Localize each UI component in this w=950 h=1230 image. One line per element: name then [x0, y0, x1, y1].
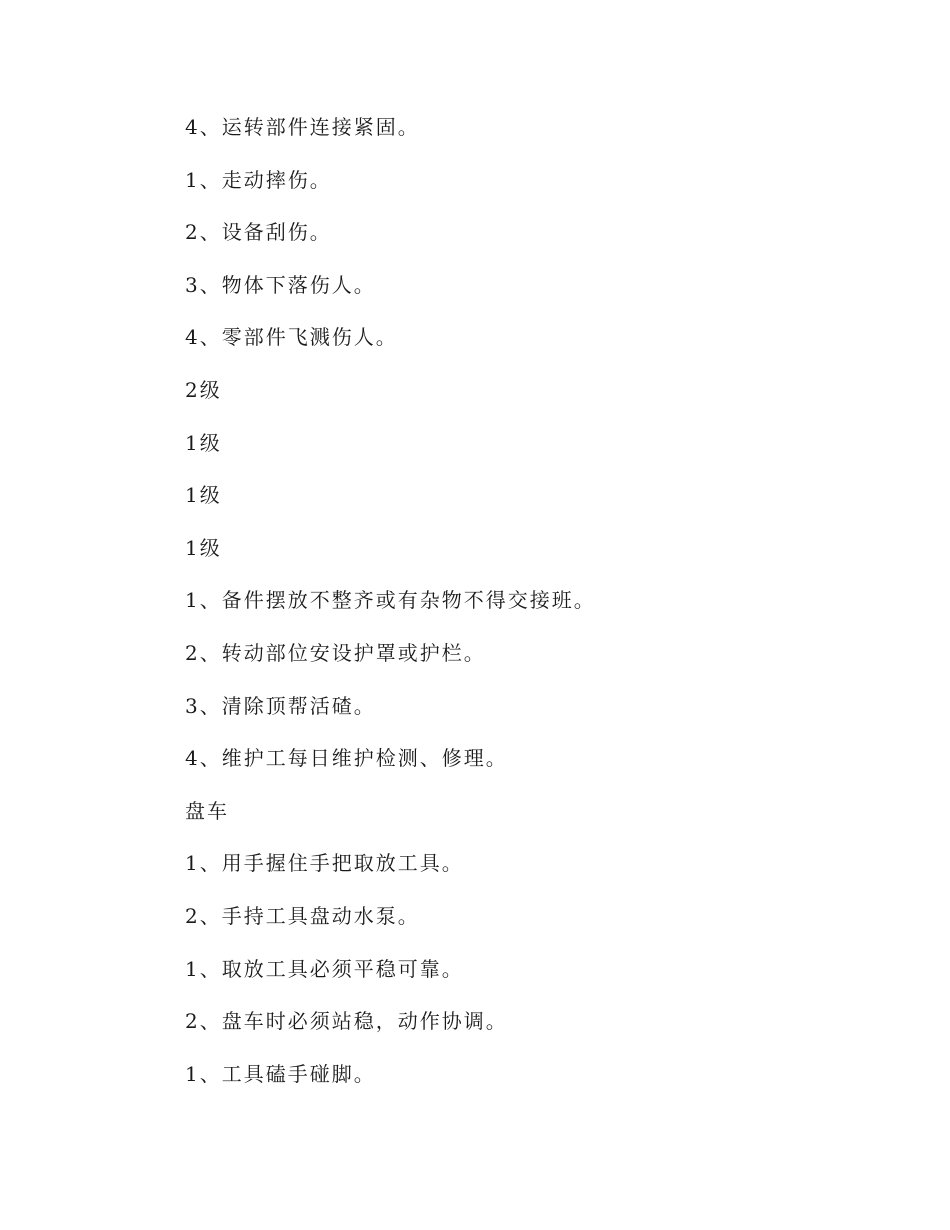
text-line: 1、走动摔伤。 — [185, 167, 332, 192]
text-line: 3、清除顶帮活碴。 — [185, 693, 376, 718]
document-body — [185, 110, 885, 1109]
text-line: 4、运转部件连接紧固。 — [185, 115, 420, 139]
text-line: 1、工具磕手碰脚。 — [185, 1061, 376, 1086]
text-line: 盘车 — [185, 798, 229, 823]
text-line: 1级 — [185, 430, 222, 455]
text-line: 4、维护工每日维护检测、修理。 — [185, 746, 508, 771]
text-line: 2、手持工具盘动水泵。 — [185, 903, 420, 928]
text-line: 1、备件摆放不整齐或有杂物不得交接班。 — [185, 588, 596, 613]
text-line: 1级 — [185, 535, 222, 560]
text-line: 2级 — [185, 377, 222, 402]
text-line: 2、转动部位安设护罩或护栏。 — [185, 640, 486, 665]
text-line: 1、用手握住手把取放工具。 — [185, 851, 464, 876]
text-line: 4、零部件飞溅伤人。 — [185, 325, 398, 350]
text-line: 2、盘车时必须站稳，动作协调。 — [185, 1009, 508, 1034]
text-line: 1、取放工具必须平稳可靠。 — [185, 956, 464, 981]
text-line: 1级 — [185, 483, 222, 508]
text-line: 2、设备刮伤。 — [185, 220, 332, 245]
text-line: 3、物体下落伤人。 — [185, 272, 376, 297]
